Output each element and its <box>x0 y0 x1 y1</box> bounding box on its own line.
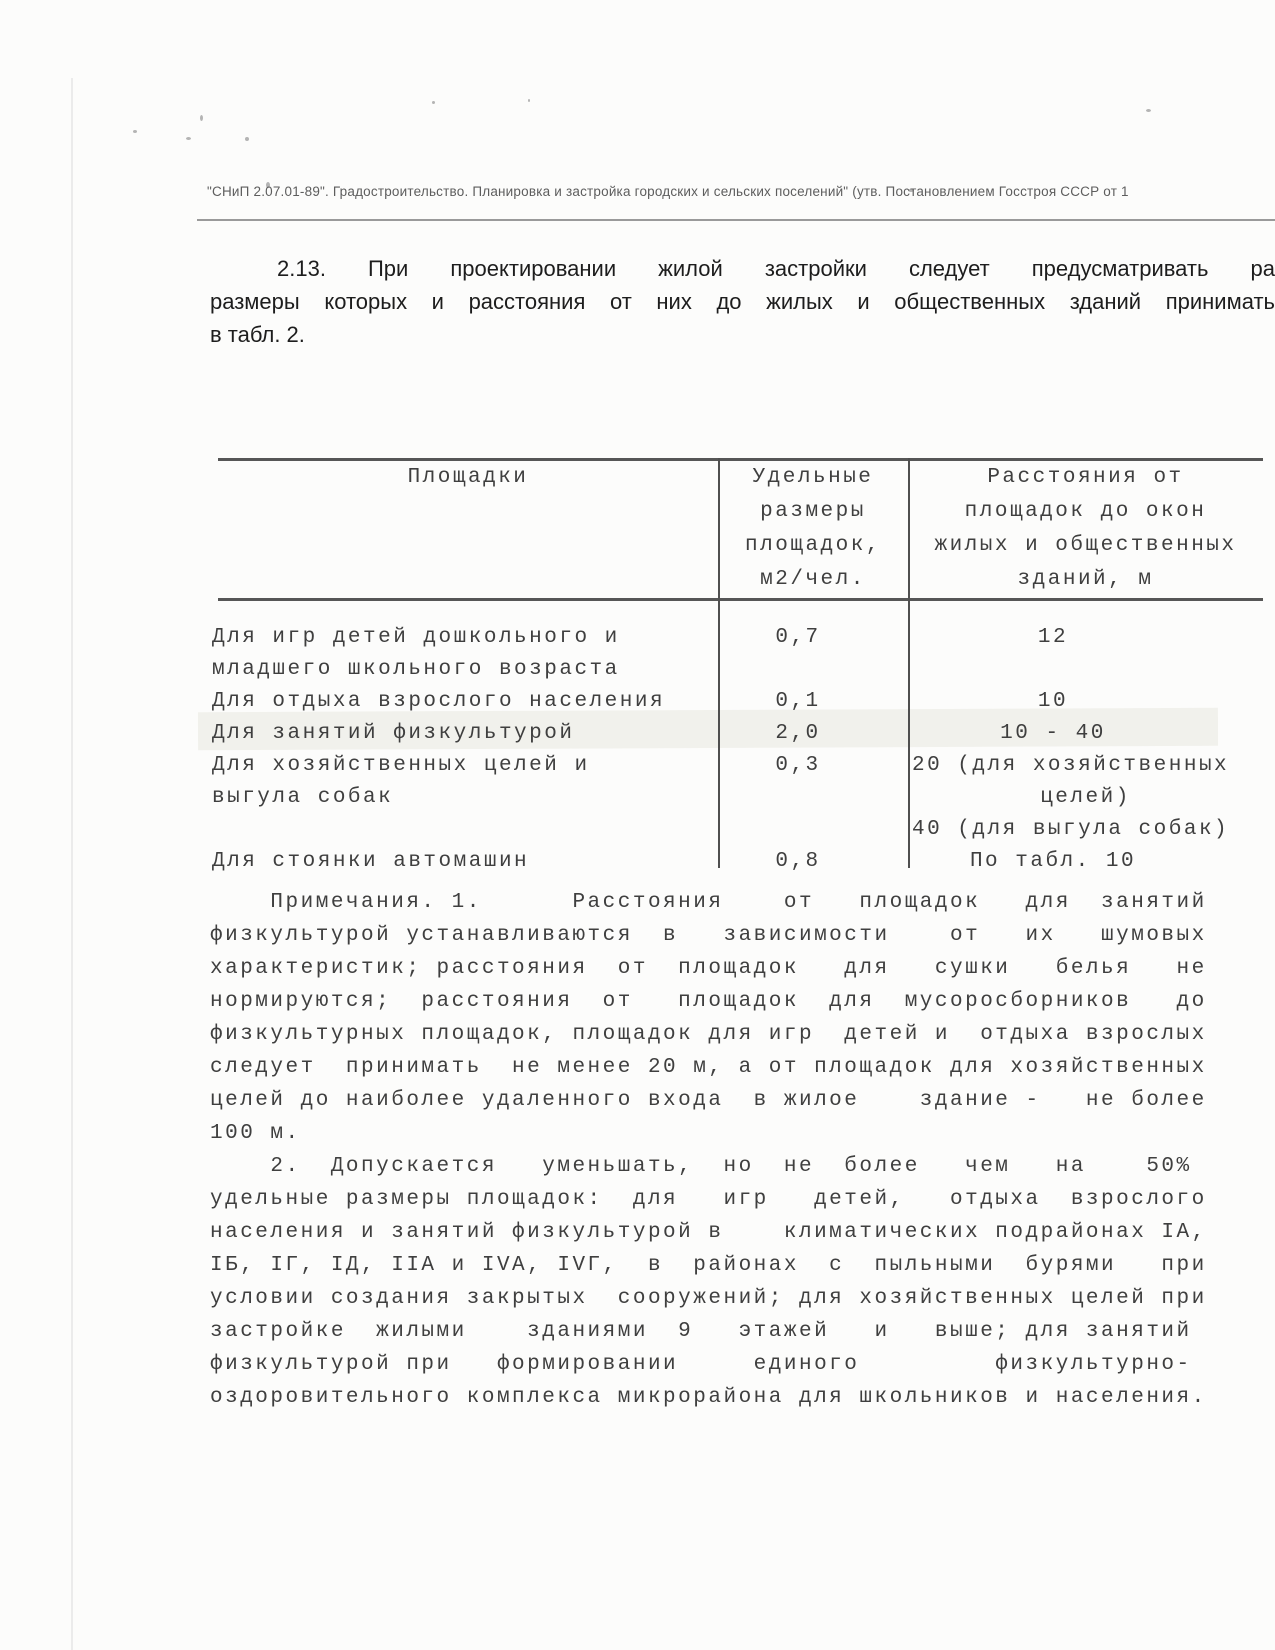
note-line: населения и занятий физкультурой в климатических подрайонах IА, <box>210 1221 1207 1244</box>
table-header-size-line: площадок, <box>745 534 881 557</box>
table-header-distance-line: площадок до окон <box>964 500 1207 523</box>
table-row-distance: 12 <box>1037 626 1069 649</box>
note-line: условии создания закрытых сооружений; для хозяйственных целей при <box>210 1287 1207 1310</box>
table-header-size-line: размеры <box>760 500 866 523</box>
table-header-distance-line: зданий, м <box>1017 568 1154 591</box>
table-row-name: выгула собак <box>212 786 394 809</box>
table-header-size-line: м2/чел. <box>760 568 866 591</box>
note-line: IБ, IГ, IД, IIА и IVА, IVГ, в районах с пыльными бурями при <box>210 1254 1207 1277</box>
header-rule <box>197 219 1275 221</box>
scan-speck <box>200 115 203 121</box>
scan-speck <box>245 137 249 141</box>
note-line: физкультурных площадок, площадок для игр детей и отдыха взрослых <box>210 1023 1207 1046</box>
table-row-name: Для отдыха взрослого населения <box>212 690 666 713</box>
table-row-size: 0,8 <box>775 850 821 873</box>
table-row-size: 0,1 <box>775 690 821 713</box>
table-row-size: 0,3 <box>775 754 821 777</box>
table-header-distance-line: жилых и общественных <box>934 534 1237 557</box>
scan-speck <box>186 137 191 140</box>
note-line: удельные размеры площадок: для игр детей, отдыха взрослого <box>210 1188 1207 1211</box>
scan-speck <box>1146 109 1151 112</box>
notes-block <box>210 886 1240 1414</box>
table-header-distance-line: Расстояния от <box>987 466 1184 489</box>
table-row-size: 2,0 <box>775 722 821 745</box>
paragraph-2-13-line-1: 2.13. При проектировании жилой застройки следует предусматривать ра <box>277 256 1275 281</box>
table-header-playgrounds: Площадки <box>407 466 529 489</box>
table-row-name: Для хозяйственных целей и <box>212 754 590 777</box>
scan-speck <box>133 130 137 133</box>
note-line: характеристик; расстояния от площадок для сушки белья не <box>210 957 1207 980</box>
table-row-name: младшего школьного возраста <box>212 658 620 681</box>
note-line: 2. Допускается уменьшать, но не более чем на 50% <box>210 1155 1192 1178</box>
table-row-distance: 40 (для выгула собак) <box>912 818 1230 841</box>
table-header-rule <box>218 598 1263 601</box>
table-row-distance: По табл. 10 <box>969 850 1137 873</box>
note-line: нормируются; расстояния от площадок для мусоросборников до <box>210 990 1207 1013</box>
table-top-rule <box>218 458 1263 461</box>
scan-speck <box>528 99 530 102</box>
table-header-size-line: Удельные <box>752 466 874 489</box>
note-line: следует принимать не менее 20 м, а от площадок для хозяйственных <box>210 1056 1207 1079</box>
note-line: физкультурой устанавливаются в зависимости от их шумовых <box>210 924 1207 947</box>
document-running-header: "СНиП 2.07.01-89". Градостроительство. Планировка и застройка городских и сельских поселений" (утв. Постановлением Госстроя СССР от 1 <box>207 184 1129 199</box>
paragraph-2-13-line-3: в табл. 2. <box>210 322 305 347</box>
note-line: оздоровительного комплекса микрорайона для школьников и населения. <box>210 1386 1207 1409</box>
note-line: 100 м. <box>210 1122 301 1145</box>
paragraph-2-13-line-2: размеры которых и расстояния от них до жилых и общественных зданий принимать <box>210 289 1275 314</box>
scan-edge-line <box>71 78 73 1650</box>
note-line: застройке жилыми зданиями 9 этажей и выше; для занятий <box>210 1320 1192 1343</box>
table-row-distance: 20 (для хозяйственных <box>912 754 1230 777</box>
table-row-distance: 10 <box>1037 690 1069 713</box>
table-row-name: Для игр детей дошкольного и <box>212 626 620 649</box>
scan-speck <box>432 101 435 104</box>
table-row-name: Для занятий физкультурой <box>212 722 575 745</box>
table-row-size: 0,7 <box>775 626 821 649</box>
note-line: Примечания. 1. Расстояния от площадок для занятий <box>210 891 1207 914</box>
table-row-distance: 10 - 40 <box>1000 722 1106 745</box>
note-line: целей до наиболее удаленного входа в жилое здание - не более <box>210 1089 1207 1112</box>
table-row-distance: целей) <box>1040 786 1131 809</box>
note-line: физкультурой при формировании единого физкультурно- <box>210 1353 1192 1376</box>
table-row-name: Для стоянки автомашин <box>212 850 530 873</box>
